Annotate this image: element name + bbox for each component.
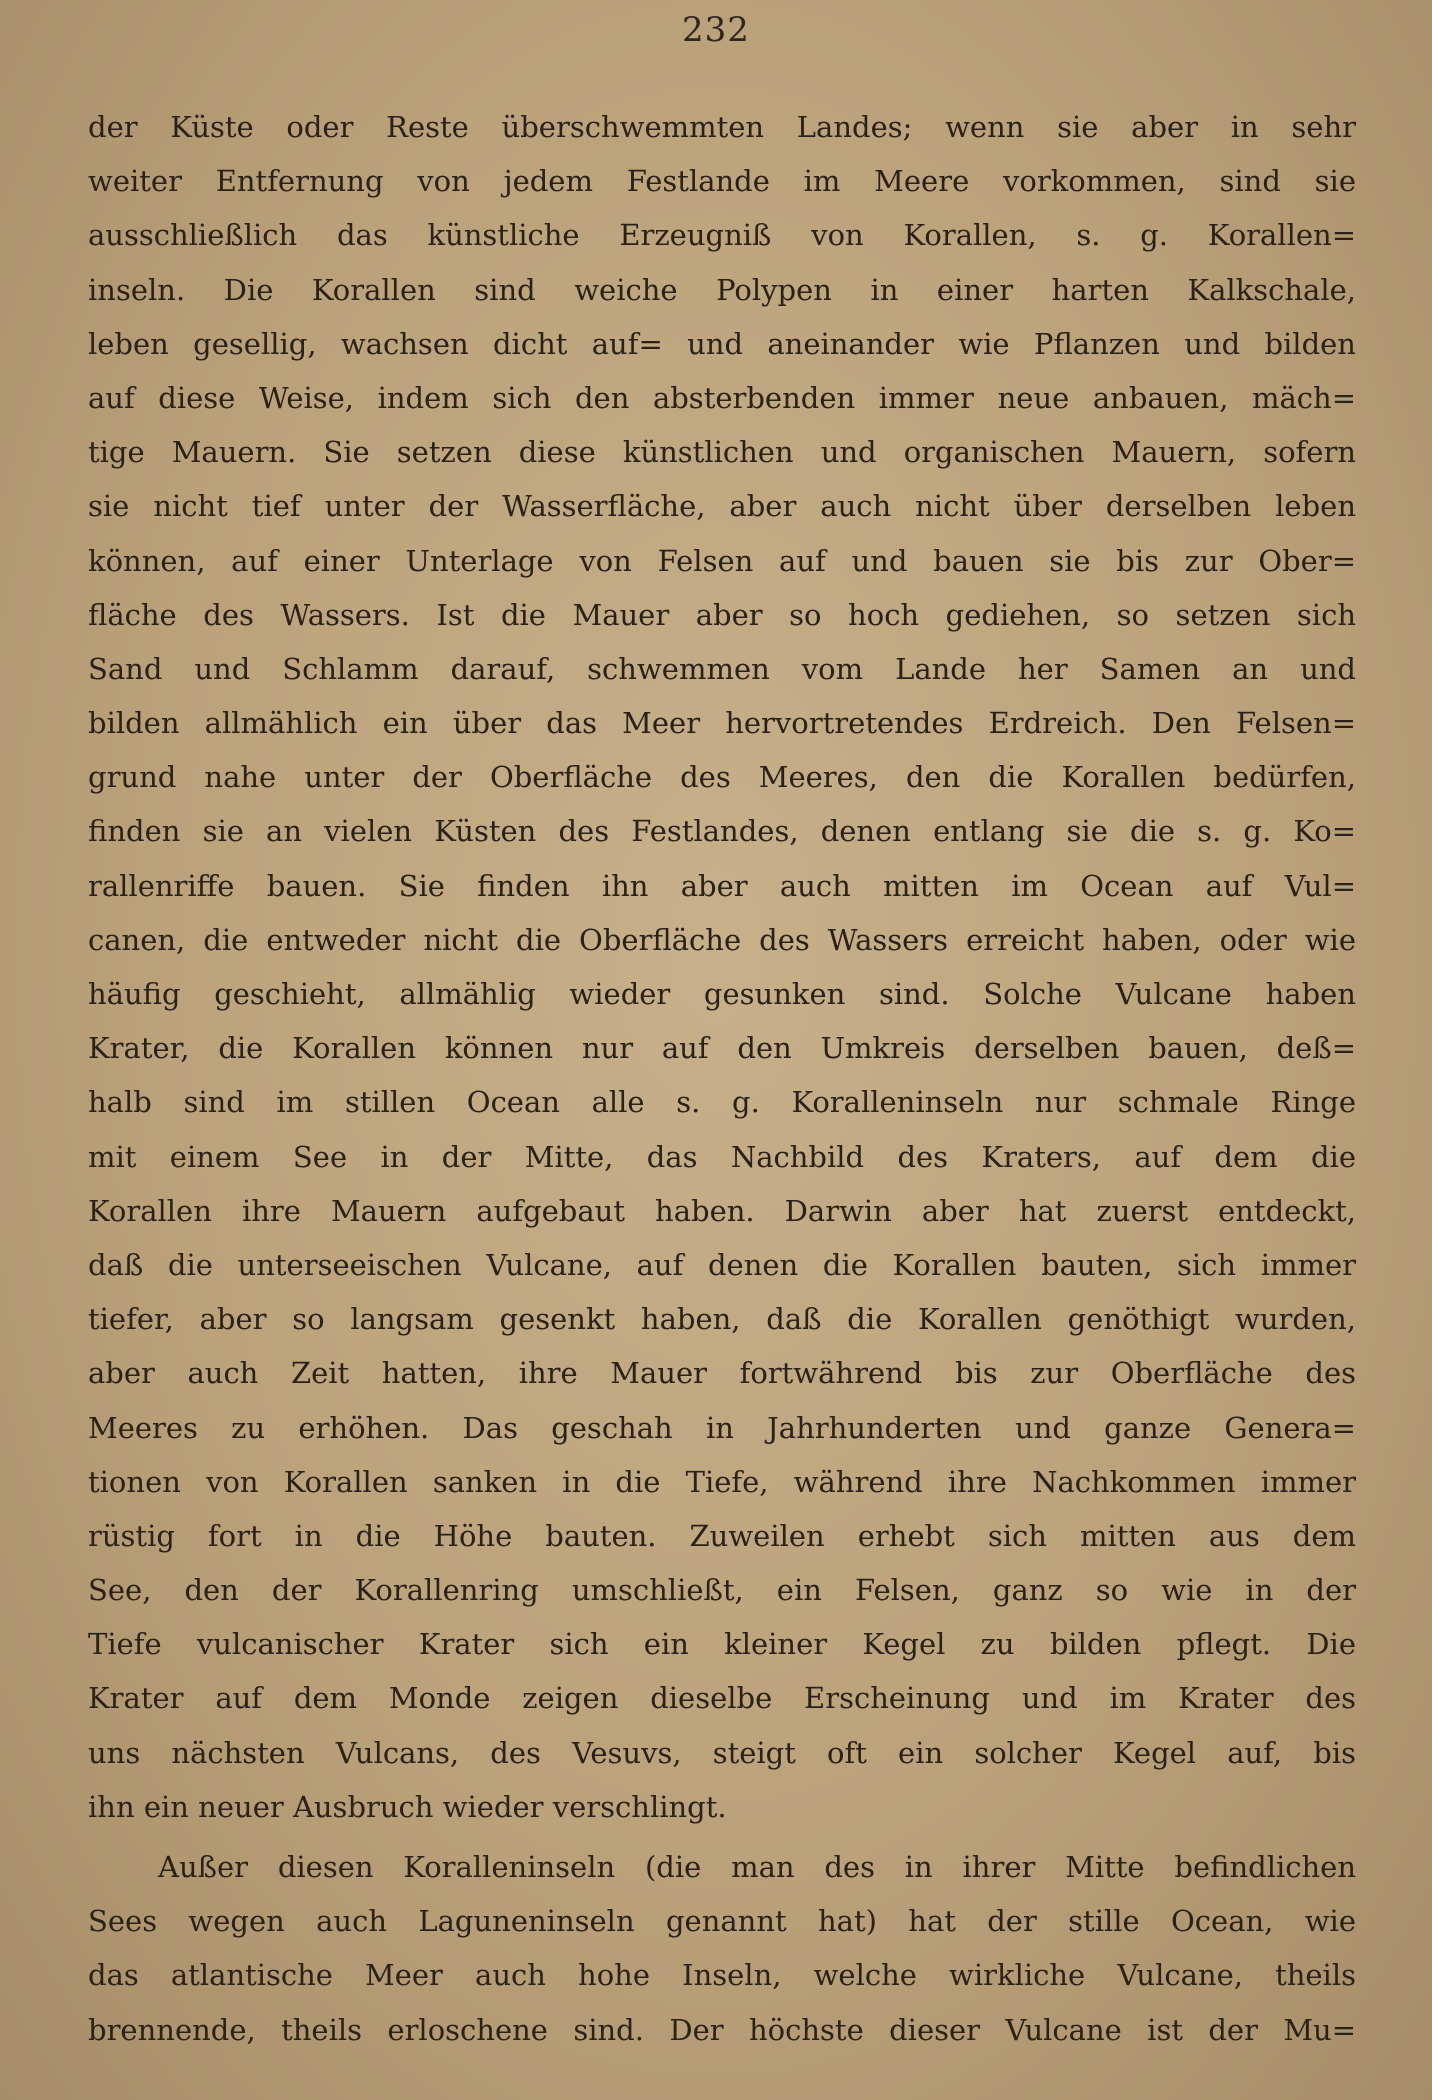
text-line: weiter Entfernung von jedem Festlande im Meere vorkommen, sind sie xyxy=(88,164,1356,199)
text-line: sie nicht tief unter der Wasserfläche, aber auch nicht über derselben leben xyxy=(88,489,1356,524)
text-line: auf diese Weise, indem sich den absterbenden immer neue anbauen, mäch= xyxy=(88,380,1356,415)
text-line: aber auch Zeit hatten, ihre Mauer fortwährend bis zur Oberfläche des xyxy=(88,1356,1356,1391)
text-line: rallenriffe bauen. Sie finden ihn aber auch mitten im Ocean auf Vul= xyxy=(88,868,1356,903)
text-line: Sand und Schlamm darauf, schwemmen vom Lande her Samen an und xyxy=(88,651,1356,686)
text-line: Tiefe vulcanischer Krater sich ein kleiner Kegel zu bilden pflegt. Die xyxy=(88,1627,1356,1662)
text-line: inseln. Die Korallen sind weiche Polypen in einer harten Kalkschale, xyxy=(88,272,1356,307)
page-number: 232 xyxy=(682,10,750,50)
text-line: Meeres zu erhöhen. Das geschah in Jahrhunderten und ganze Genera= xyxy=(88,1410,1356,1445)
text-line: finden sie an vielen Küsten des Festlandes, denen entlang sie die s. g. Ko= xyxy=(88,814,1356,849)
text-line: das atlantische Meer auch hohe Inseln, welche wirkliche Vulcane, theils xyxy=(88,1958,1356,1993)
text-line: können, auf einer Unterlage von Felsen auf und bauen sie bis zur Ober= xyxy=(88,543,1356,578)
text-line: ihn ein neuer Ausbruch wieder verschlingt. xyxy=(88,1789,727,1824)
text-line: daß die unterseeischen Vulcane, auf denen die Korallen bauten, sich immer xyxy=(88,1247,1356,1282)
body-text xyxy=(88,100,1356,2057)
text-line: häufig geschieht, allmählig wieder gesunken sind. Solche Vulcane haben xyxy=(88,977,1356,1011)
paragraph-1 xyxy=(88,100,1356,1834)
text-line: canen, die entweder nicht die Oberfläche des Wassers erreicht haben, oder wie xyxy=(88,922,1356,957)
text-line: leben gesellig, wachsen dicht auf= und aneinander wie Pflanzen und bilden xyxy=(88,326,1356,361)
text-line: brennende, theils erloschene sind. Der höchste dieser Vulcane ist der Mu= xyxy=(88,2012,1356,2047)
text-line: Sees wegen auch Laguneninseln genannt hat) hat der stille Ocean, wie xyxy=(88,1904,1356,1939)
text-line: fläche des Wassers. Ist die Mauer aber so hoch gediehen, so setzen sich xyxy=(88,597,1356,632)
text-line: See, den der Korallenring umschließt, ein Felsen, ganz so wie in der xyxy=(88,1573,1356,1608)
text-line: mit einem See in der Mitte, das Nachbild des Kraters, auf dem die xyxy=(88,1139,1356,1174)
text-line: bilden allmählich ein über das Meer hervortretendes Erdreich. Den Felsen= xyxy=(88,706,1356,741)
text-line: tionen von Korallen sanken in die Tiefe, während ihre Nachkommen immer xyxy=(88,1464,1356,1499)
paragraph-2 xyxy=(88,1840,1356,2057)
text-line: Außer diesen Koralleninseln (die man des in ihrer Mitte befindlichen xyxy=(158,1850,1356,1884)
text-line: der Küste oder Reste überschwemmten Landes; wenn sie aber in sehr xyxy=(88,110,1356,144)
text-line: tiefer, aber so langsam gesenkt haben, daß die Korallen genöthigt wurden, xyxy=(88,1302,1356,1337)
text-line: tige Mauern. Sie setzen diese künstlichen und organischen Mauern, sofern xyxy=(88,435,1356,470)
text-line: grund nahe unter der Oberfläche des Meeres, den die Korallen bedürfen, xyxy=(88,760,1356,795)
text-line: ausschließlich das künstliche Erzeugniß von Korallen, s. g. Korallen= xyxy=(88,218,1356,253)
text-line: Krater, die Korallen können nur auf den Umkreis derselben bauen, deß= xyxy=(88,1031,1356,1066)
text-line: rüstig fort in die Höhe bauten. Zuweilen erhebt sich mitten aus dem xyxy=(88,1518,1356,1553)
text-line: uns nächsten Vulcans, des Vesuvs, steigt oft ein solcher Kegel auf, bis xyxy=(88,1735,1356,1770)
text-line: Korallen ihre Mauern aufgebaut haben. Darwin aber hat zuerst entdeckt, xyxy=(88,1193,1356,1228)
text-line: Krater auf dem Monde zeigen dieselbe Erscheinung und im Krater des xyxy=(88,1681,1356,1716)
text-line: halb sind im stillen Ocean alle s. g. Koralleninseln nur schmale Ringe xyxy=(88,1085,1356,1120)
